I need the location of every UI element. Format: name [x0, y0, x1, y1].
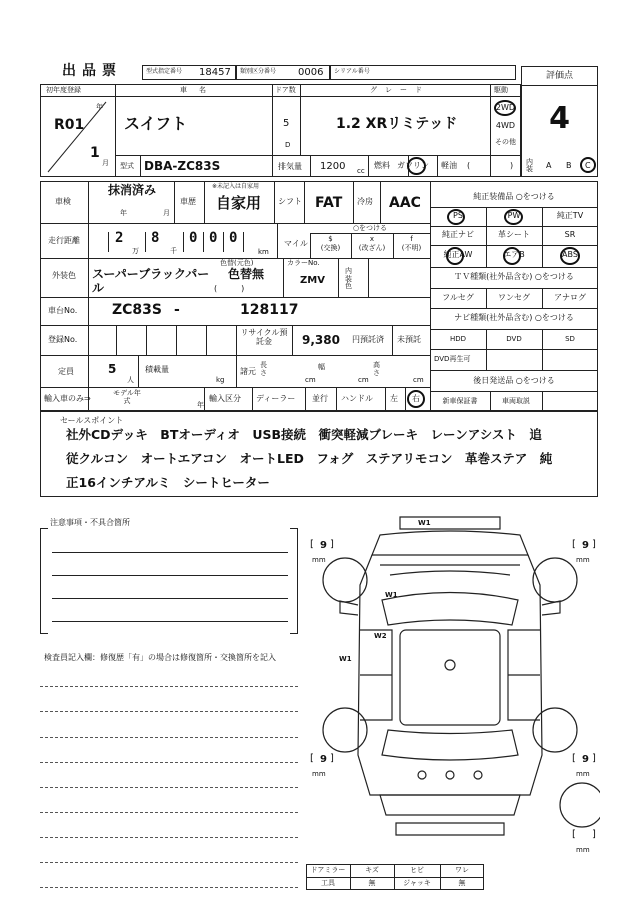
- height-cm: cm: [413, 376, 424, 384]
- tread-fr-mm: mm: [576, 556, 590, 564]
- reg-month: 1: [90, 145, 100, 161]
- equip-sr: SR: [564, 230, 576, 239]
- navi-title: ナビ種類(社外品含む) ○をつける: [454, 313, 574, 322]
- history-label: 車歴: [180, 197, 196, 206]
- capacity-label: 定員: [58, 367, 74, 376]
- tread-rl-close: ]: [330, 753, 334, 764]
- equip-tv: 純正TV: [556, 211, 584, 220]
- tread-fr-open: [: [572, 539, 576, 550]
- interior-label: 内装: [526, 158, 533, 173]
- displacement-value: 1200: [320, 161, 346, 172]
- bottom-value-jack-status: 無: [458, 879, 466, 887]
- color-paren: ( ): [214, 284, 245, 293]
- exchange-symbol: $: [328, 235, 333, 243]
- door-d: D: [285, 141, 291, 149]
- width-cm: cm: [358, 376, 369, 384]
- inspection-label: 車検: [55, 197, 71, 206]
- recycle-unit: 円預託済: [352, 335, 384, 344]
- unknown-label: (不明): [401, 244, 422, 252]
- bottom-header-mirror: ドアミラー: [310, 866, 346, 874]
- import-class-label: 輸入区分: [209, 394, 241, 403]
- tread-fr-close: ]: [592, 539, 596, 550]
- grade-label: グレード: [370, 86, 430, 94]
- color-no: ZMV: [300, 275, 325, 286]
- selling-points-label: セールスポイント: [60, 416, 124, 425]
- import-label: 輸入車のみ⇒: [44, 394, 91, 403]
- aircon-value: AAC: [389, 195, 421, 211]
- drive-other: その他: [495, 138, 516, 146]
- navi-sd: SD: [565, 335, 575, 343]
- tv-fullseg: フルセグ: [442, 293, 474, 302]
- tread-rr-open: [: [572, 753, 576, 764]
- mark-w1-left: W1: [385, 591, 398, 599]
- drive-label: 駆動: [494, 86, 508, 94]
- equip-ps-circle: [447, 209, 465, 225]
- class-label: 類別区分番号: [240, 68, 277, 75]
- shift-label: シフト: [278, 197, 302, 206]
- car-diagram: [300, 505, 600, 865]
- unknown-symbol: f: [410, 235, 413, 243]
- cc-unit: cc: [357, 167, 365, 175]
- drive-4wd: 4WD: [495, 121, 516, 130]
- month-mark: 月: [102, 159, 109, 167]
- dims-label: 諸元: [240, 367, 256, 376]
- chassis-no: 128117: [240, 302, 299, 318]
- tread-rl-open: [: [310, 753, 314, 764]
- model-label: 型式: [120, 162, 134, 170]
- model-cert-no: 18457: [199, 67, 231, 78]
- handle-left: 左: [390, 394, 398, 403]
- equip-navi: 純正ナビ: [442, 230, 474, 239]
- inspection-value: 抹消済み: [108, 183, 157, 197]
- bottom-header-break: ワレ: [455, 866, 469, 874]
- tread-rr-close: ]: [592, 753, 596, 764]
- km-unit: km: [258, 248, 269, 256]
- year-mark: 年: [96, 103, 103, 111]
- later-title: 後日発送品 ○をつける: [473, 376, 555, 385]
- serial-label: シリアル番号: [334, 68, 370, 75]
- class-no: 0006: [298, 67, 324, 78]
- tread-spare-open: [: [572, 829, 576, 840]
- history-value: 自家用: [216, 194, 262, 212]
- bottom-header-scratch: キズ: [365, 866, 379, 874]
- tread-fl-open: [: [310, 539, 314, 550]
- bottom-header-crack: ヒビ: [410, 866, 424, 874]
- aircon-label: 冷房: [357, 197, 373, 206]
- handle-label: ハンドル: [341, 394, 373, 403]
- mark-w1-front: W1: [418, 519, 431, 527]
- height-label: 高さ: [373, 361, 380, 377]
- rewind-label: (改ざん): [358, 244, 386, 252]
- bottom-value-tools-status: 無: [368, 879, 376, 887]
- selling-line-1: 社外CDデッキ BTオーディオ USB接続 衝突軽減ブレーキ レーンアシスト 追: [66, 427, 542, 442]
- chassis-dash: -: [174, 302, 180, 318]
- equip-pw: PW: [507, 211, 521, 220]
- fuel-gasoline: ガソリン: [397, 161, 429, 170]
- doors-label: ドア数: [275, 86, 296, 94]
- model-year-mark: 年: [197, 401, 204, 409]
- mark-w1-side: W1: [339, 655, 352, 663]
- equip-airbag: エアB: [503, 250, 525, 259]
- length-label: 長さ: [260, 361, 267, 377]
- tread-rr-value: 9: [582, 754, 589, 765]
- interior-b: B: [566, 161, 572, 170]
- bottom-value-jack: ジャッキ: [403, 879, 431, 887]
- navi-hdd: HDD: [449, 335, 467, 343]
- tread-rl-mm: mm: [312, 770, 326, 778]
- later-warranty: 新車保証書: [442, 397, 478, 405]
- chassis-prefix: ZC83S: [112, 302, 162, 318]
- recycle-label: リサイクル預託金: [240, 328, 288, 346]
- handle-right: 右: [412, 394, 420, 403]
- sheet-title: 出品票: [62, 63, 122, 79]
- fuel-label: 燃料: [374, 161, 390, 170]
- tread-fl-close: ]: [330, 539, 334, 550]
- tread-fr-value: 9: [582, 540, 589, 551]
- tv-analog: アナログ: [554, 293, 586, 302]
- dvd-play-label: DVD再生可: [434, 355, 471, 363]
- selling-line-3: 正16インチアルミ シートヒーター: [66, 475, 270, 490]
- inspector-label: 検査員記入欄：修復歴「有」の場合は修復箇所・交換箇所を記入: [44, 653, 276, 662]
- color-change-value: 色替無: [228, 267, 265, 281]
- model-code: DBA-ZC83S: [144, 159, 221, 173]
- later-manual: 車両取説: [502, 397, 530, 405]
- car-name-label: 車名: [180, 86, 218, 94]
- tread-fl-mm: mm: [312, 556, 326, 564]
- model-year-label: モデル年式: [113, 389, 141, 405]
- man-unit: 万: [132, 247, 139, 255]
- tread-rl-value: 9: [320, 754, 327, 765]
- equip-abs: ABS: [562, 250, 578, 259]
- diesel-label: 軽油: [441, 161, 457, 170]
- rewind-symbol: x: [369, 235, 375, 243]
- tread-spare-mm: mm: [576, 846, 590, 854]
- interior-c-circle: [580, 157, 596, 173]
- tv-oneseg: ワンセグ: [498, 293, 530, 302]
- interior-c: C: [585, 161, 591, 170]
- interior-a: A: [546, 161, 552, 170]
- registration-label: 登録No.: [48, 335, 78, 344]
- recycle-unpaid: 未預託: [397, 335, 421, 344]
- inspection-year-mark: 年: [120, 209, 127, 217]
- fuel-circle: [407, 157, 426, 175]
- dealer-option: ディーラー: [256, 394, 296, 403]
- drive-2wd-circle: [494, 100, 516, 116]
- exchange-label: (交換): [320, 244, 341, 252]
- model-cert-label: 型式指定番号: [146, 68, 183, 75]
- capacity-unit: 人: [127, 376, 134, 384]
- first-reg-label: 初年度登録: [46, 86, 81, 94]
- parallel-option: 並行: [312, 394, 328, 403]
- color-value: スーパーブラックパール: [92, 267, 210, 295]
- color-no-label: カラーNo.: [287, 259, 320, 267]
- bottom-value-tools: 工具: [321, 879, 335, 887]
- mileage-digit-1: 2: [115, 230, 124, 246]
- caution-label: 注意事項・不具合箇所: [50, 518, 130, 527]
- sen-unit: 千: [170, 247, 177, 255]
- caution-bracket-left: [40, 528, 48, 634]
- mileage-digit-2: 8: [151, 230, 160, 246]
- fuel-paren-open: (: [467, 161, 471, 170]
- fuel-paren-close: ): [510, 161, 514, 170]
- shift-value: FAT: [315, 195, 343, 211]
- mileage-label: 走行距離: [48, 236, 80, 245]
- color-label: 外装色: [52, 271, 76, 280]
- tv-title: ＴＶ種類(社外品含む) ○をつける: [454, 272, 574, 281]
- mileage-digit-5: 0: [229, 230, 238, 246]
- navi-dvd: DVD: [506, 335, 522, 343]
- handle-right-circle: [407, 390, 425, 408]
- mark-instruction: ○をつける: [352, 224, 388, 232]
- color-change-label: 色替(元色): [220, 259, 254, 267]
- car-name: スイフト: [124, 114, 188, 133]
- length-cm: cm: [305, 376, 316, 384]
- mileage-digit-3: 0: [189, 230, 198, 246]
- equip-pw-circle: [504, 209, 523, 225]
- equip-ps: PS: [453, 211, 463, 220]
- history-note: ※未記入は自家用: [212, 183, 260, 190]
- equip-aw: 純正AW: [443, 250, 473, 259]
- mileage-digit-4: 0: [209, 230, 218, 246]
- equipment-title: 純正装備品 ○をつける: [473, 192, 555, 201]
- interior-color-label: 内装色: [345, 267, 352, 291]
- tread-spare-close: ]: [592, 829, 596, 840]
- load-label: 積載量: [145, 365, 169, 374]
- mark-w2: W2: [374, 632, 387, 640]
- mile-label: マイル: [284, 239, 308, 248]
- era-year: R01: [54, 117, 85, 133]
- kg-unit: kg: [216, 376, 225, 384]
- recycle-value: 9,380: [302, 333, 340, 347]
- selling-line-2: 従クルコン オートエアコン オートLED フォグ ステアリモコン 革巻ステア 純: [66, 451, 553, 466]
- caution-bracket-right: [290, 528, 298, 634]
- equip-airbag-circle: [503, 247, 521, 265]
- grade-value: 4: [549, 101, 570, 136]
- tread-rr-mm: mm: [576, 770, 590, 778]
- displacement-label: 排気量: [278, 162, 302, 171]
- inspection-month-mark: 月: [163, 209, 170, 217]
- drive-2wd: 2WD: [495, 103, 516, 112]
- chassis-label: 車台No.: [48, 306, 78, 315]
- width-label: 幅: [318, 363, 325, 371]
- grade-header: 評価点: [545, 71, 573, 81]
- capacity-value: 5: [108, 362, 117, 376]
- equip-leather: 革シート: [498, 230, 530, 239]
- tread-fl-value: 9: [320, 540, 327, 551]
- doors-value: 5: [283, 118, 290, 129]
- grade-name: 1.2 XRリミテッド: [336, 116, 458, 132]
- equip-aw-circle: [446, 247, 464, 265]
- equip-abs-circle: [560, 247, 580, 265]
